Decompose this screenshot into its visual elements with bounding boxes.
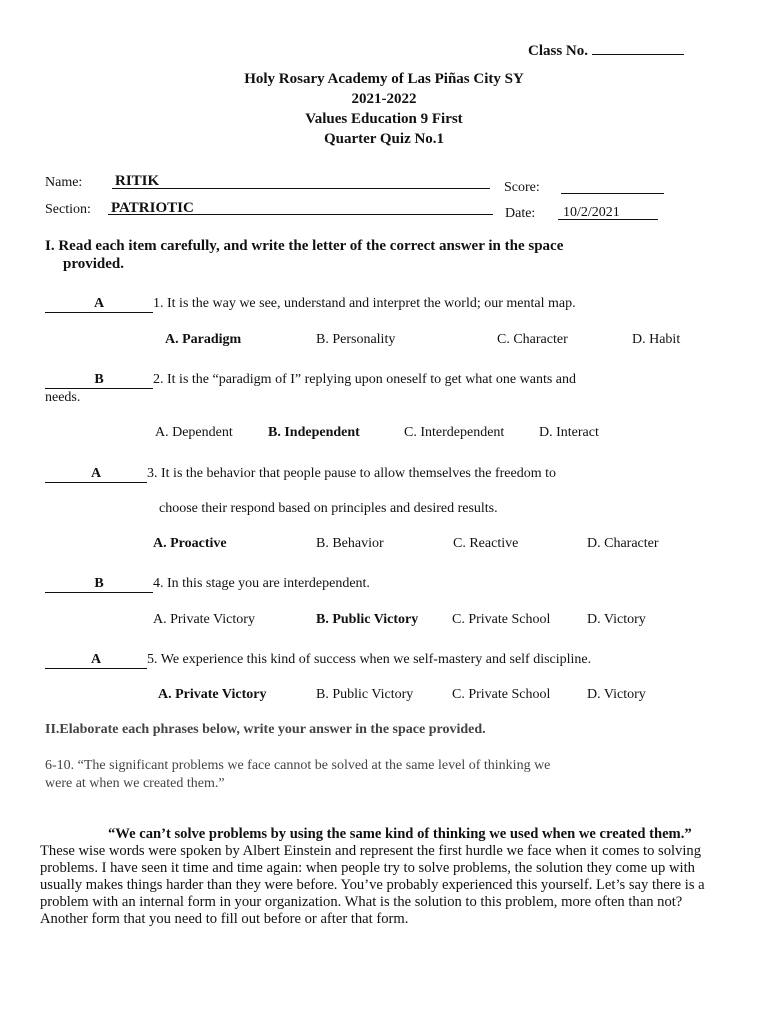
choice-2b: B. Independent bbox=[268, 425, 360, 440]
choice-1a: A. Paradigm bbox=[165, 332, 242, 347]
question-text-4: In this stage you are interdependent. bbox=[167, 576, 370, 591]
name-label: Name: bbox=[45, 175, 83, 190]
subject-title: Values Education 9 First bbox=[305, 111, 463, 127]
choice-1c: C. Character bbox=[497, 332, 568, 347]
question-text-5: We experience this kind of success when we self-mastery and self discipline. bbox=[160, 652, 592, 667]
question-number-5: 5. bbox=[147, 652, 158, 667]
date-label: Date: bbox=[505, 206, 536, 221]
question-number-3: 3. bbox=[147, 466, 158, 481]
section-label: Section: bbox=[45, 202, 91, 217]
choice-5b: B. Public Victory bbox=[316, 687, 414, 702]
answer-text: These wise words were spoken by Albert Einstein and represent the first hurdle we face when it comes to solving problems. I have seen it time and time again: when people try to solve problems, the solution they come up with usually makes things harder than they were before. You’ve probably experienced this yourself. Let’s say there is a problem with an internal form in your organization. What is the solution to this problem, more often than not? Another form that you need to fill out before or after that form. bbox=[40, 843, 705, 927]
choice-4d: D. Victory bbox=[587, 612, 646, 627]
class-no-label: Class No. bbox=[528, 43, 589, 59]
choice-3a: A. Proactive bbox=[153, 536, 227, 551]
part1-heading-line1: I. Read each item carefully, and write the letter of the correct answer in the space bbox=[45, 238, 564, 254]
choice-5d: D. Victory bbox=[587, 687, 646, 702]
answer-blank-1: A bbox=[45, 296, 153, 313]
choice-4a: A. Private Victory bbox=[153, 612, 255, 627]
question-text-3: It is the behavior that people pause to allow themselves the freedom to bbox=[161, 466, 556, 481]
choice-5c: C. Private School bbox=[452, 687, 551, 702]
quiz-title: Quarter Quiz No.1 bbox=[323, 131, 445, 147]
answer-blank-4: B bbox=[45, 576, 153, 593]
question-4 bbox=[45, 576, 370, 593]
class-no bbox=[528, 40, 684, 60]
question-5 bbox=[45, 652, 591, 669]
answer-paragraph bbox=[40, 826, 720, 928]
name-line bbox=[112, 188, 490, 189]
school-year: 2021-2022 bbox=[351, 91, 417, 107]
question-2 bbox=[45, 372, 576, 389]
date-line bbox=[558, 219, 658, 220]
school-title: Holy Rosary Academy of Las Piñas City SY bbox=[244, 71, 524, 87]
name-value: RITIK bbox=[115, 173, 160, 189]
choice-2a: A. Dependent bbox=[155, 425, 233, 440]
part1-heading-line2: provided. bbox=[63, 256, 124, 272]
date-value: 10/2/2021 bbox=[563, 205, 620, 220]
question-1 bbox=[45, 296, 576, 313]
choice-1d: D. Habit bbox=[632, 332, 681, 347]
choice-1b: B. Personality bbox=[316, 332, 396, 347]
question-number-4: 4. bbox=[153, 576, 164, 591]
question-3-cont: choose their respond based on principles and desired results. bbox=[159, 501, 498, 516]
score-label: Score: bbox=[504, 180, 540, 195]
choice-3d: D. Character bbox=[587, 536, 659, 551]
choice-2d: D. Interact bbox=[539, 425, 599, 440]
choice-2c: C. Interdependent bbox=[404, 425, 505, 440]
answer-blank-3: A bbox=[45, 466, 147, 483]
part2-prompt-line2: were at when we created them.” bbox=[45, 776, 225, 791]
choice-3b: B. Behavior bbox=[316, 536, 384, 551]
section-line bbox=[108, 214, 493, 215]
question-3 bbox=[45, 466, 556, 483]
question-2-cont: needs. bbox=[45, 390, 81, 405]
question-number-1: 1. bbox=[153, 296, 164, 311]
choice-4b: B. Public Victory bbox=[316, 612, 419, 627]
answer-blank-2: B bbox=[45, 372, 153, 389]
section-value: PATRIOTIC bbox=[111, 200, 194, 216]
question-number-2: 2. bbox=[153, 372, 164, 387]
choice-3c: C. Reactive bbox=[453, 536, 519, 551]
part2-heading: II.Elaborate each phrases below, write your answer in the space provided. bbox=[45, 722, 486, 737]
score-line bbox=[561, 193, 664, 194]
part2-prompt-line1: 6-10. “The significant problems we face cannot be solved at the same level of thinking we bbox=[45, 758, 551, 773]
choice-5a: A. Private Victory bbox=[158, 687, 267, 702]
answer-quote: “We can’t solve problems by using the same kind of thinking we used when we created them.” bbox=[108, 826, 692, 842]
answer-blank-5: A bbox=[45, 652, 147, 669]
class-no-blank bbox=[592, 40, 684, 55]
choice-4c: C. Private School bbox=[452, 612, 551, 627]
question-text-1: It is the way we see, understand and interpret the world; our mental map. bbox=[167, 296, 576, 311]
question-text-2: It is the “paradigm of I” replying upon oneself to get what one wants and bbox=[167, 372, 576, 387]
